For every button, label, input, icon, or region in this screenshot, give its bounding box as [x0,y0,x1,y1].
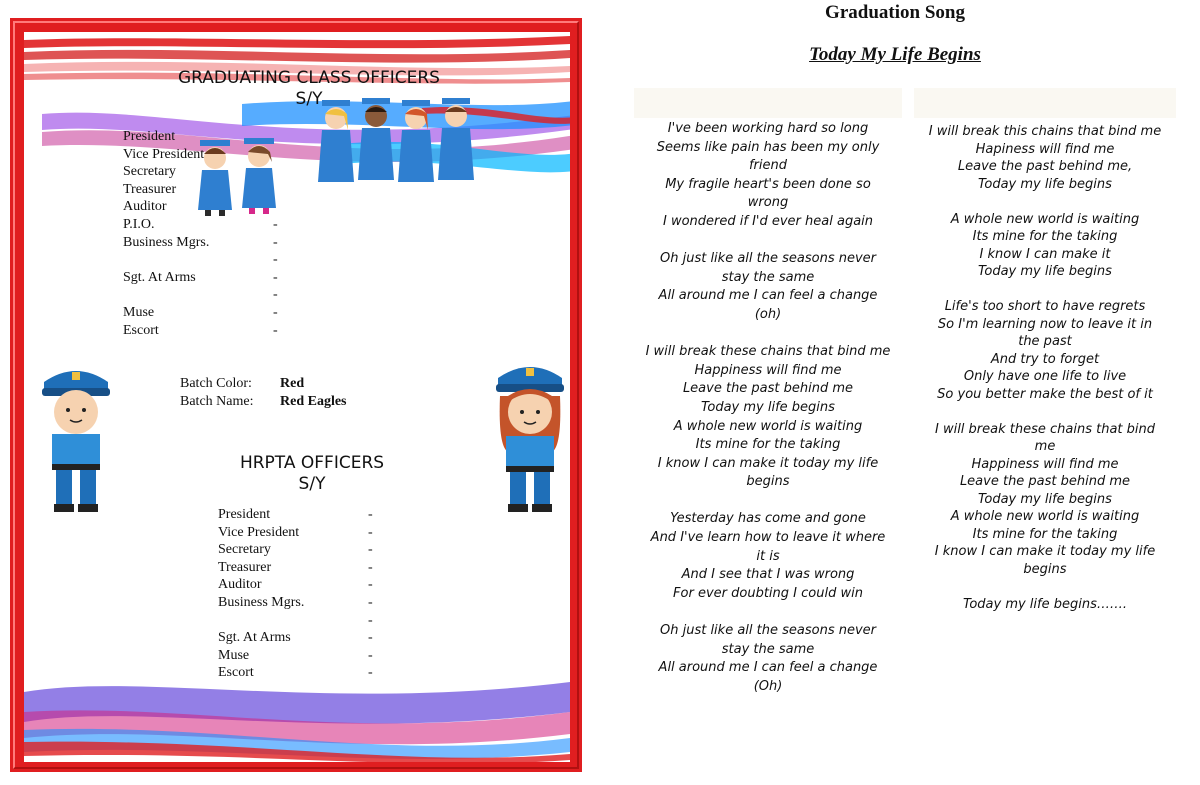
lyric-line: Yesterday has come and gone [670,511,866,527]
officer-dash: - [368,559,373,575]
officer-dash: - [368,542,373,558]
officer-role: P.I.O. [123,216,155,232]
lyric-line: begins [746,474,790,490]
officer-role: President [218,507,271,522]
lyric-line: A whole new world is waiting [673,418,863,434]
officer-dash: - [273,269,278,285]
lyric-line: And I see that I was wrong [681,567,855,583]
hrpta-officers-list [218,506,382,682]
officer-role [123,251,273,269]
lyric-line: A whole new world is waiting [950,211,1140,227]
officer-dash: - [368,647,373,663]
officer-role: Muse [123,304,155,320]
officer-role: Muse [218,647,250,663]
lyric-line: Today my life begins [701,399,835,415]
lyric-line: So I'm learning now to leave it in [937,316,1153,332]
stanza-gap [634,232,902,251]
officer-dash: - [368,630,373,646]
officer-role: Treasurer [218,559,272,575]
officer-dash: - [273,322,278,338]
lyric-line: Today my life begins [978,491,1112,507]
lyrics-column-2 [914,123,1176,613]
graduate-kids-illustration [196,136,282,216]
officers-page-inner [24,32,570,762]
lyric-line: I've been working hard so long [667,121,869,136]
officer-role [218,612,368,630]
lyric-line: Today my life begins……. [962,596,1127,612]
lyric-line: I will break these chains that bind me [645,344,891,360]
officer-role: Sgt. At Arms [218,630,291,646]
officer-role: Sgt. At Arms [123,269,196,285]
officer-role: Business Mgrs. [218,594,305,610]
stanza-gap [634,492,902,511]
lyric-line: Today my life begins [978,264,1112,279]
officer-role: Vice President [123,146,205,162]
batch-name-value: Red Eagles [280,394,347,409]
officer-row [123,304,287,322]
officer-dash: - [273,287,278,303]
officer-row [123,269,287,287]
officer-dash: - [273,234,278,250]
lyric-line: I know I can make it [979,246,1111,262]
lyric-line: I know I can make it today my life [657,455,879,471]
lyric-line: I will break these chains that bind [934,421,1156,437]
lyric-line: Oh just like all the seasons never [659,251,876,267]
bottom-swoosh-decoration [24,672,570,762]
officer-row [218,559,382,577]
lyric-line: friend [748,158,788,174]
officer-row [218,664,382,682]
officer-row [218,576,382,594]
stanza-gap [634,603,902,622]
officer-row [218,506,382,524]
graduate-group-illustration [318,94,488,190]
lyric-line: And I've learn how to leave it where [650,530,886,546]
officer-row [123,322,287,340]
lyric-line: Seems like pain has been my only [656,139,880,155]
lyric-line: Leave the past behind me, [957,159,1133,174]
lyric-line: Only have one life to live [963,369,1127,384]
officer-dash: - [368,594,373,610]
lyric-line: begins [1023,561,1067,577]
batch-color-row [180,375,347,393]
lyric-line: Today my life begins [978,176,1112,192]
lyric-line: me [1034,439,1056,454]
lyric-line: All around me I can feel a change [658,288,878,304]
lyric-line: All around me I can feel a change [658,660,878,676]
officer-row [123,216,287,234]
officer-role: Secretary [123,164,176,180]
lyric-line: Its mine for the taking [972,526,1118,542]
lyric-line: Oh just like all the seasons never [659,623,876,639]
lyric-line: Happiness will find me [971,456,1119,472]
lyric-line: the past [1018,334,1072,349]
officer-row [218,541,382,559]
lyric-line: Leave the past behind me [682,381,854,397]
officer-dash: - [273,216,278,232]
lyric-line: I will break this chains that bind me [928,124,1162,139]
lyric-line: stay the same [721,641,815,657]
officer-role: President [123,129,176,144]
lyric-line: it is [756,548,780,564]
lyric-line: (oh) [754,306,782,322]
officer-role: Auditor [218,577,262,593]
lyric-line: So you better make the best of it [937,386,1153,402]
officer-dash: - [368,524,373,540]
lyric-line: Its mine for the taking [695,437,841,453]
hrpta-sy: S/Y [298,474,326,494]
batch-name-label: Batch Name: [180,394,254,409]
officer-row [218,594,382,612]
officer-row [218,647,382,665]
batch-name-row [180,393,347,411]
lyric-line: stay the same [721,269,815,285]
column-shade [634,88,902,118]
lyrics-column-1 [634,120,902,696]
officer-row [123,234,287,252]
hrpta-heading [212,453,412,495]
lyric-line: For ever doubting I could win [673,585,863,601]
officer-dash: - [273,304,278,320]
lyric-line: I wondered if I'd ever heal again [662,213,874,229]
officer-role: Treasurer [123,181,177,197]
officer-row [218,524,382,542]
police-girl-illustration [490,356,570,512]
lyric-line: wrong [747,195,789,211]
class-officers-title: GRADUATING CLASS OFFICERS [178,68,440,88]
stanza-gap [914,193,1176,211]
officer-row [123,251,287,269]
officer-role: Vice President [218,524,300,540]
officer-role: Escort [218,665,254,681]
batch-color-value: Red [280,376,305,391]
officer-role: Escort [123,322,159,338]
officer-dash: - [368,665,373,681]
column-shade [914,88,1176,118]
lyric-line: Life's too short to have regrets [944,299,1146,314]
class-officers-sy: S/Y [295,89,323,109]
officer-role: Business Mgrs. [123,234,210,250]
officer-role [123,286,273,304]
officers-page [10,18,582,772]
police-boy-illustration [38,360,114,512]
stanza-gap [914,578,1176,596]
officer-row [218,612,382,630]
lyric-line: My fragile heart's been done so [665,176,871,192]
lyric-line: Leave the past behind me [959,474,1131,489]
song-title: Today My Life Begins [809,44,981,65]
officer-dash: - [368,612,373,628]
officer-dash: - [273,252,278,268]
hrpta-title: HRPTA OFFICERS [239,453,385,473]
lyric-line: A whole new world is waiting [950,509,1140,524]
lyric-line: Hapiness will find me [975,141,1115,157]
song-heading: Graduation Song [825,2,965,23]
stanza-gap [914,403,1176,421]
officer-role: Auditor [123,199,167,215]
officer-row [123,286,287,304]
batch-color-label: Batch Color: [180,376,252,391]
stanza-gap [634,325,902,344]
lyric-line: I know I can make it today my life [934,544,1156,559]
officer-dash: - [368,507,373,522]
officer-role: Secretary [218,542,271,558]
stanza-gap [914,281,1176,299]
lyric-line: (Oh) [753,678,783,694]
lyric-line: And try to forget [990,351,1100,367]
batch-info [180,375,347,411]
officer-row [218,629,382,647]
lyric-line: Its mine for the taking [972,229,1118,244]
officer-dash: - [368,577,373,593]
lyric-line: Happiness will find me [694,362,842,378]
